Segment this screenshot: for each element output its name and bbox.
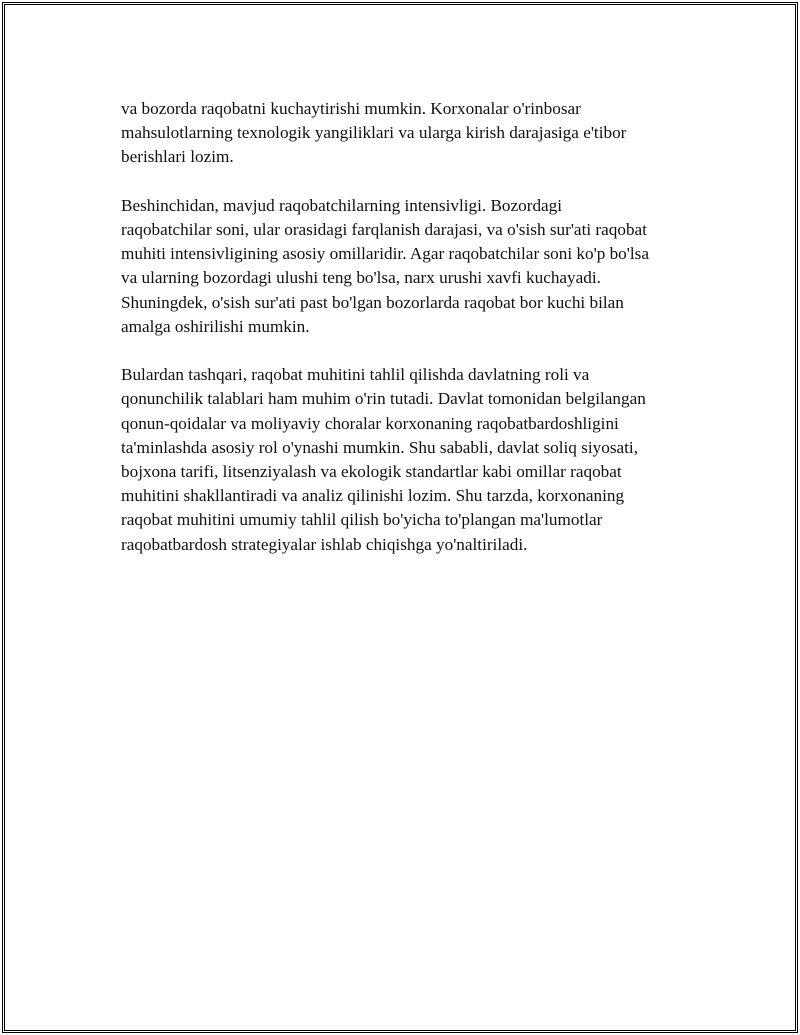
document-body (121, 97, 721, 581)
paragraph: Beshinchidan, mavjud raqobatchilarning intensivligi. Bozordagi raqobatchilar soni, ular orasidagi farqlanish darajasi, va o'sish sur'ati raqobat muhiti intensivligining asosiy omillaridir. Agar raqobatchilar soni ko'p bo'lsa va ularning bozordagi ulushi teng bo'lsa, narx urushi xavfi kuchayadi. Shuningdek, o'sish sur'ati past bo'lgan bozorlarda raqobat bor kuchi bilan amalga oshirilishi mumkin. (121, 195, 649, 336)
page-frame (2, 2, 798, 1033)
paragraph: Bulardan tashqari, raqobat muhitini tahlil qilishda davlatning roli va qonunchilik talablari ham muhim o'rin tutadi. Davlat tomonidan belgilangan qonun-qoidalar va moliyaviy choralar korxonaning raqobatbardoshligini ta'minlashda asosiy rol o'ynashi mumkin. Shu sababli, davlat soliq siyosati, bojxona tarifi, litsenziyalash va ekologik standartlar kabi omillar raqobat muhitini shakllantiradi va analiz qilinishi lozim. Shu tarzda, korxonaning raqobat muhitini umumiy tahlil qilish bo'yicha to'plangan ma'lumotlar raqobatbardosh strategiyalar ishlab chiqishga yo'naltiriladi. (121, 365, 646, 554)
paragraph: va bozorda raqobatni kuchaytirishi mumkin. Korxonalar o'rinbosar mahsulotlarning texnologik yangiliklari va ularga kirish darajasiga e'tibor berishlari lozim. (121, 99, 627, 167)
